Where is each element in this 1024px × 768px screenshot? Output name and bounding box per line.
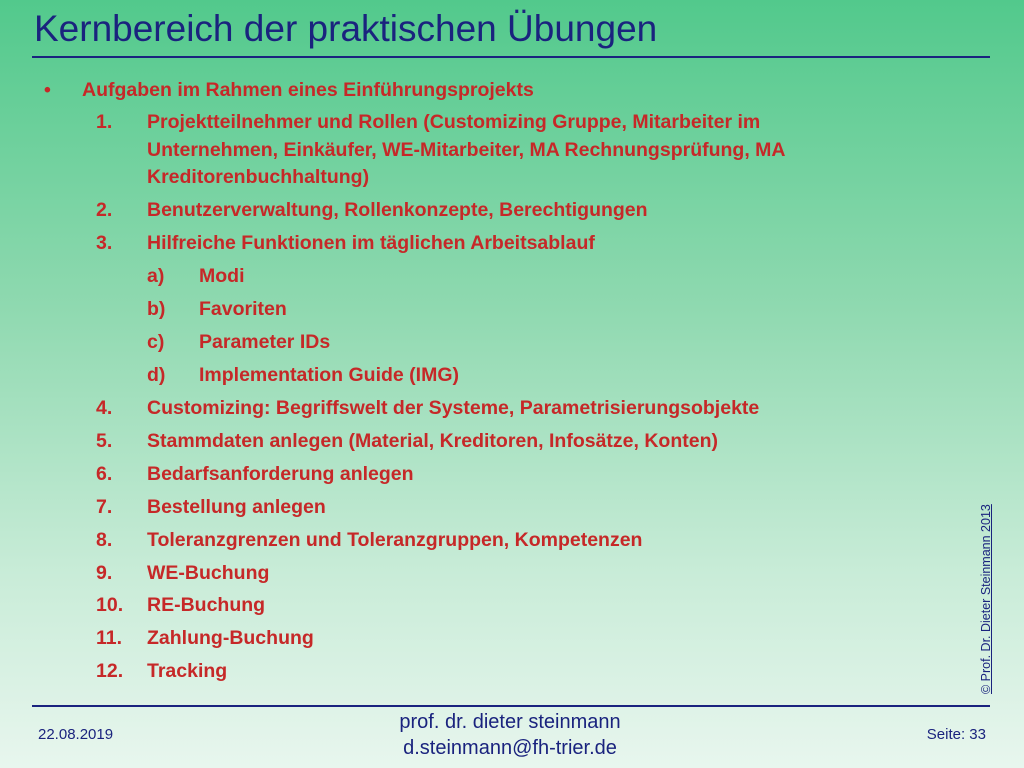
list-item-11 [96,625,916,653]
item-text: Customizing: Begriffswelt der Systeme, Parametrisierungsobjekte [147,397,760,419]
item-text: Tracking [147,660,228,682]
item-number: 7. [96,496,113,518]
footer-author [350,709,670,761]
title-divider [32,56,990,58]
sub-item-a [147,263,244,290]
footer-divider [32,705,990,707]
sub-item-text: Favoriten [199,298,287,320]
item-text-line: Kreditorenbuchhaltung) [147,166,370,188]
item-text [147,109,916,192]
item-text: Benutzerverwaltung, Rollenkonzepte, Berechtigungen [147,199,648,221]
list-item-5 [96,428,916,456]
list-item-8 [96,527,916,555]
sub-item-label: a) [147,265,165,287]
author-email: d.steinmann@fh-trier.de [403,737,617,759]
item-number: 11. [96,627,123,649]
item-number: 8. [96,529,113,551]
list-item-1 [96,109,916,192]
sub-item-text: Implementation Guide (IMG) [199,364,460,386]
item-text: RE-Buchung [147,594,266,616]
copyright-notice: © Prof. Dr. Dieter Steinmann 2013 [979,504,993,694]
sub-item-text: Parameter IDs [199,331,331,353]
page-number: Seite: 33 [926,726,986,743]
item-number: 12. [96,660,124,682]
item-text: Bedarfsanforderung anlegen [147,463,414,485]
item-number: 6. [96,463,113,485]
sub-item-label: d) [147,364,166,386]
sub-item-d [147,362,459,389]
list-item-7 [96,494,916,522]
item-text: Bestellung anlegen [147,496,326,518]
sub-item-c [147,329,330,356]
item-number: 4. [96,397,113,419]
item-text-line: Unternehmen, Einkäufer, WE-Mitarbeiter, MA Rechnungsprüfung, MA [147,138,786,161]
item-text: Hilfreiche Funktionen im täglichen Arbeitsablauf [147,232,595,254]
item-number: 2. [96,199,113,221]
sub-item-text: Modi [199,265,245,287]
list-item-4 [96,395,916,423]
list-item-6 [96,461,916,489]
item-text: Stammdaten anlegen (Material, Kreditoren, Infosätze, Konten) [147,430,719,452]
sub-item-b [147,296,287,323]
item-text: Toleranzgrenzen und Toleranzgruppen, Kompetenzen [147,529,643,551]
bullet-icon: • [44,79,51,101]
list-item-9 [96,560,916,588]
item-text-line: Projektteilnehmer und Rollen (Customizing Gruppe, Mitarbeiter im [147,111,761,133]
item-text: Zahlung-Buchung [147,627,314,649]
item-number: 5. [96,430,113,452]
list-item-3 [96,230,916,258]
list-item-12 [96,658,916,686]
item-number: 3. [96,232,113,254]
item-number: 10. [96,594,124,616]
item-text: WE-Buchung [147,562,270,584]
bullet-text: Aufgaben im Rahmen eines Einführungsprojekts [82,79,534,101]
list-item-10 [96,592,916,620]
footer-date: 22.08.2019 [38,726,114,743]
item-number: 9. [96,562,113,584]
bullet-item [44,77,534,104]
slide-title: Kernbereich der praktischen Übungen [34,8,658,49]
sub-item-label: c) [147,331,165,353]
author-name: prof. dr. dieter steinmann [399,711,621,733]
list-item-2 [96,197,916,225]
item-number: 1. [96,111,113,133]
sub-item-label: b) [147,298,166,320]
